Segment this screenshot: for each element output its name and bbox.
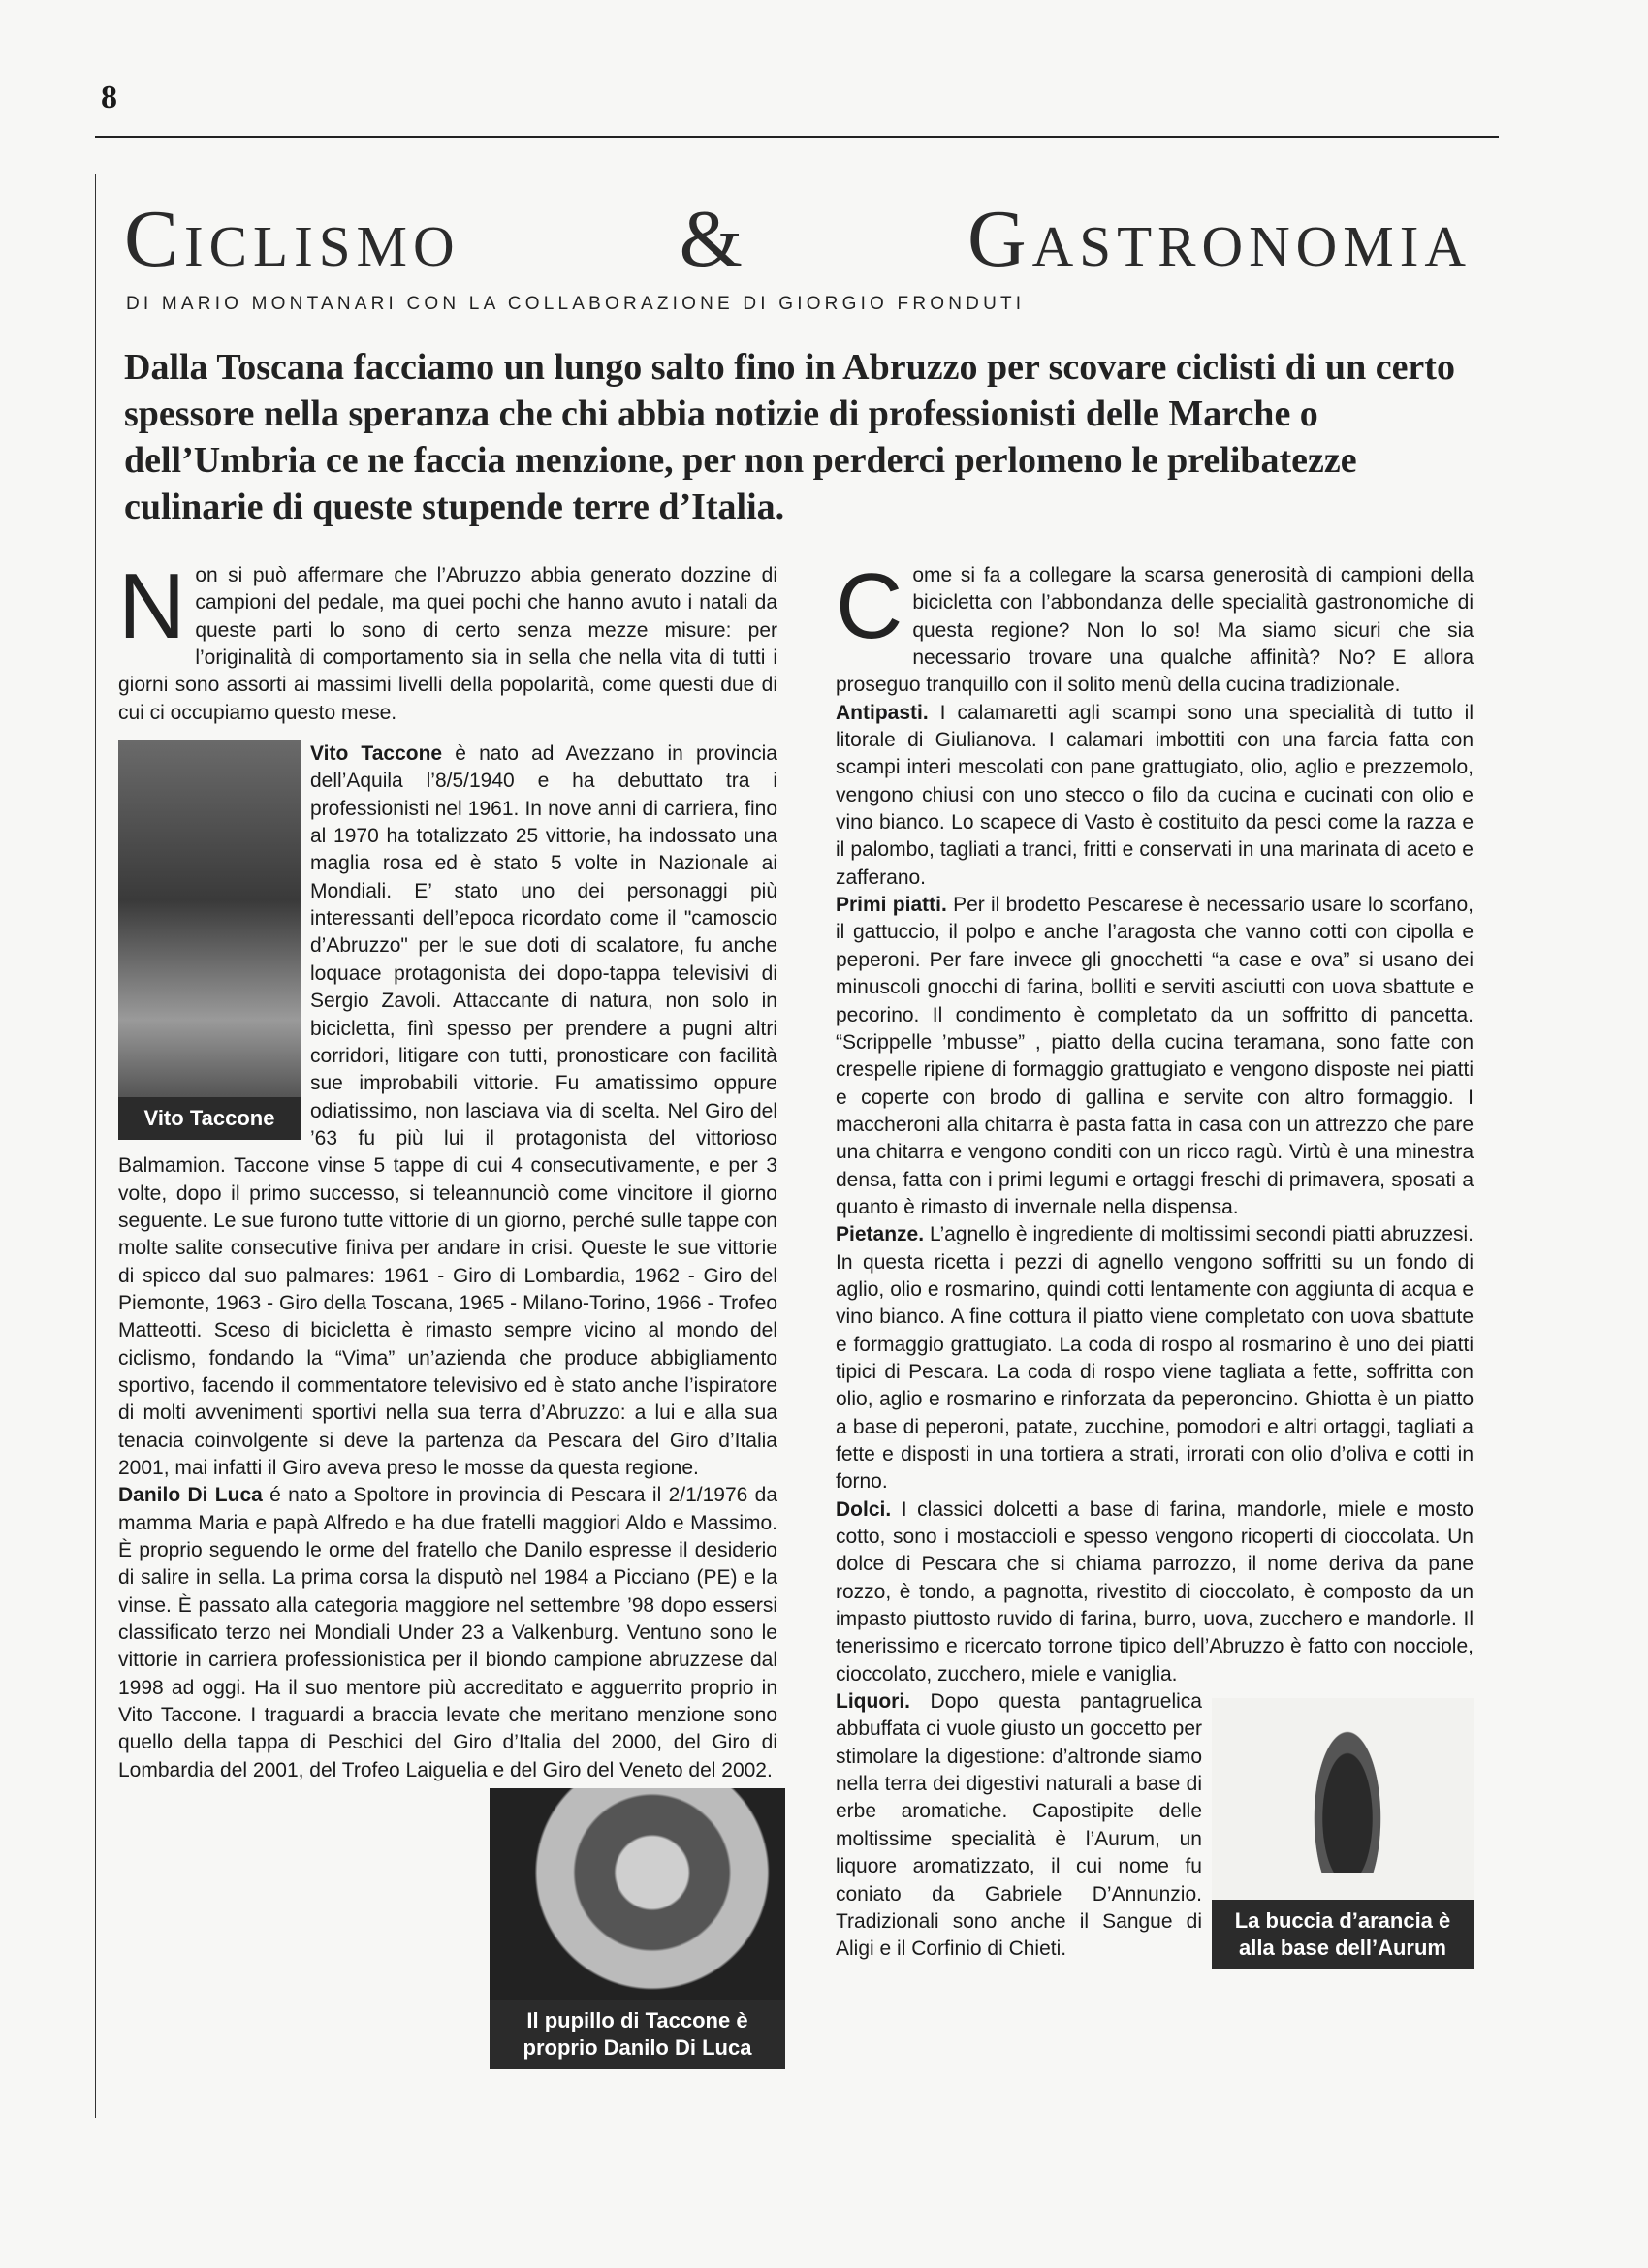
photo-aurum — [1212, 1698, 1474, 1969]
taccone-text: è nato ad Avezzano in provincia dell’Aquila l’8/5/1940 e ha debuttato tra i professionisti nel 1961. In nove anni di carriera, fino al 1970 ha totalizzato 25 vittorie, ha indossato una maglia rosa ed è stato 5 volte in Nazionale ai Mondiali. E’ stato uno dei personaggi più interessanti dell’epoca ricordato come il "camoscio d’Abruzzo" per le sue doti di scalatore, fu anche loquace protagonista dei dopo-tappa televisivi di Sergio Zavoli. Attaccante di natura, non solo in bicicletta, finì spesso per prendere a pugni altri corridori, litigare con tutti, pronosticare con facilità sue improbabili vittorie. Fu amatissimo oppure odiatissimo, non lasciava via di scelta. Nel Giro del ’63 fu più lui il protagonista del vittorioso Balmamion. Taccone vinse 5 tappe di cui 4 consecutivamente, e per 3 volte, dopo il primo successo, si teleannunciò come vincitore il giorno seguente. Le sue furono tutte vittorie di un giorno, perché sulle tappe con molte salite consecutive finiva per andare in crisi. Queste le sue vittorie di spicco dal suo palmares: 1961 - Giro di Lombardia, 1962 - Giro del Piemonte, 1963 - Giro della Toscana, 1965 - Milano-Torino, 1966 - Trofeo Matteotti. Sceso di bicicletta è rimasto sempre vicino al mondo del ciclismo, fondando la “Vima” un’azienda che produce abbigliamento sportivo, facendo il commentatore televisivo ed è stato anche l’ispiratore di molti avvenimenti sportivi nella sua terra d’Abruzzo: a lui e alla sua tenacia coinvolgente si deve la partenza da Pescara del Giro d’Italia 2001, mai infatti il Giro aveva preso le mosse da questa regione. — [118, 742, 777, 1479]
title-ampersand: & — [679, 194, 748, 284]
title-right: Gastronomia — [967, 194, 1472, 284]
dropcap: N — [118, 554, 186, 658]
diluca-text-start: é nato a Spoltore in provincia di Pescara il 2/1/1976 da mamma Maria e papà Alfredo e ha due fratelli maggiori Aldo e Massimo. È proprio seguendo le orme del fratello che Danilo espresse il desiderio di salire in sella. La prima corsa la disputò nel 1984 a Picciano (PE) e la vinse. È passato alla categoria maggiore nel settembre ’98 dopo essersi classificato terzo nei Mondiali Under 23 a Valkenburg. Ventuno sono le vittorie in carriera professionistica per il biondo campione abruzzese dal 1998 ad oggi. Ha il suo mentore più accreditato e agguerrito proprio in Vito Taccone. I traguardi a braccia levate che meritano menzione sono quello della tappa di Peschici del Giro d’Italia del 2000, del Giro di Lombardia del 2001, del Trofeo Laiguelia e del Giro del Veneto del 2002. — [118, 1484, 777, 1781]
photo-caption: La buccia d’arancia è alla base dell’Aurum — [1212, 1900, 1474, 1969]
intro-text: ome si fa a collegare la scarsa generosità di campioni della bicicletta con l’abbondanza delle specialità gastronomiche di questa regione? Non lo so! Ma siamo sicuri che sia necessario trovare una qualche affinità? No? E allora proseguo tranquillo con il solito menù della cucina tradizionale. — [836, 564, 1474, 697]
left-column — [118, 554, 777, 1784]
right-intro — [836, 554, 1474, 700]
section-heading: Primi piatti. — [836, 894, 947, 917]
section-heading: Antipasti. — [836, 701, 929, 724]
liquor-bottle-icon — [1309, 1717, 1386, 1873]
dolci-paragraph — [836, 1496, 1474, 1688]
section-text: I calamaretti agli scampi sono una specialità di tutto il litorale di Giulianova. I calamari imbottiti con una farcia fatta con scampi interi mescolati con pane grattugiato, olio, aglio e prezzemolo, vengono chiusi con uno stecco o filo da cucina e cucinati con olio e vino bianco. Lo scapece di Vasto è costituito da pesci come la razza e il palombo, tagliati a tranci, fritti e conservati in una marinata di aceto e zafferano. — [836, 701, 1474, 889]
byline: DI MARIO MONTANARI CON LA COLLABORAZIONE DI GIORGIO FRONDUTI — [126, 294, 1026, 314]
left-intro — [118, 554, 777, 727]
diluca-name: Danilo Di Luca — [118, 1484, 263, 1507]
section-heading: Pietanze. — [836, 1223, 925, 1246]
pietanze-paragraph — [836, 1221, 1474, 1496]
dropcap: C — [836, 554, 903, 658]
lead-paragraph: Dalla Toscana facciamo un lungo salto fino in Abruzzo per scovare ciclisti di un certo spessore nella speranza che chi abbia notizie di professionisti delle Marche o dell’Umbria ce ne faccia menzione, per non perderci perlomeno le prelibatezze culinarie di queste stupende terre d’Italia. — [124, 347, 1455, 527]
section-text: Per il brodetto Pescarese è necessario usare lo scorfano, il gattuccio, il polpo e anche l’aragosta che vanno cotti con cipolla e peperoni. Per fare invece gli gnocchetti “a case e ova” si usano dei minuscoli gnocchi di farina, bolliti e serviti asciutti con uova sbattute e pecorino. Il condimento è completato da un soffritto di pancetta. “Scrippelle ’mbusse” , piatto della cucina teramana, sono fatte con crespelle ripiene di formaggio grattugiato e vengono disposte nei piatti e coperte con brodo di gallina e servite con altro formaggio. I maccheroni alla chitarra è pasta fatta in casa con un attrezzo che pare una chitarra e vengono conditi con un ricco ragù. Virtù è una minestra densa, fatta con i primi legumi e ortaggi freschi di primavera, sposati a quanto è rimasto di invernale nella dispensa. — [836, 894, 1474, 1218]
photo-taccone — [118, 740, 301, 1140]
right-column — [836, 554, 1474, 1973]
section-text: L’agnello è ingrediente di moltissimi secondi piatti abruzzesi. In questa ricetta i pezzi di agnello vengono soffritti su un fondo di aglio, olio e rosmarino, quindi cotti lentamente con aggiunta di acqua e vino bianco. A fine cottura il piatto viene completato con uova sbattute e formaggio grattugiato. La coda di rospo al rosmarino è uno dei piatti tipici di Pescara. La coda di rospo viene tagliata a fette, soffritta con olio, aglio e rosmarino e rinforzata da peperoncino. Ghiotta è un piatto a base di peperoni, patate, zucchine, pomodori e altri ortaggi, tagliati a fette e disposti in una tortiera a strati, irrorati con olio d’oliva e cotti in forno. — [836, 1223, 1474, 1494]
taccone-name: Vito Taccone — [310, 742, 443, 766]
photo-caption: Vito Taccone — [118, 1097, 301, 1140]
margin-rule — [95, 174, 96, 2118]
title-left: Ciclismo — [124, 194, 460, 284]
section-text: I classici dolcetti a base di farina, mandorle, miele e mosto cotto, sono i mostaccioli e spesso vengono ricoperti di cioccolata. Un dolce di Pescara che si chiama parrozzo, il nome deriva da pane rozzo, è tondo, a pagnotta, rivestito di cioccolato, è composto da un impasto piuttosto ruvido di farina, burro, uova, zucchero e mandorle. Il tenerissimo e ricercato torrone tipico dell’Abruzzo è fatto con nocciole, cioccolato, zucchero, miele e vaniglia. — [836, 1497, 1474, 1685]
page-number: 8 — [101, 79, 117, 115]
photo-diluca — [490, 1788, 785, 2069]
diluca-paragraph — [118, 1482, 777, 1784]
primi-paragraph — [836, 892, 1474, 1221]
section-heading: Dolci. — [836, 1497, 892, 1521]
photo-caption: Il pupillo di Taccone è proprio Danilo Di Luca — [490, 2000, 785, 2069]
section-text: Dopo questa pantagruelica abbuffata ci vuole giusto un goccetto per stimolare la digestione: d’altronde siamo nella terra dei digestivi naturali a base di erbe aromatiche. Capostipite delle moltissime specialità è l’Aurum, un liquore aromatizzato, il cui nome fu coniato da Gabriele D’Annunzio. Tradizionali sono anche il Sangue di Aligi e il Corfinio di Chieti. — [836, 1690, 1202, 1961]
intro-text: on si può affermare che l’Abruzzo abbia generato dozzine di campioni del pedale, ma quei pochi che hanno avuto i natali da queste parti lo sono di certo senza mezze misure: per l’originalità di comportamento sia in sella che nella vita di tutti i giorni sono assorti ai massimi livelli della popolarità, come questi due di cui ci occupiamo questo mese. — [118, 564, 777, 724]
section-heading: Liquori. — [836, 1690, 910, 1714]
antipasti-paragraph — [836, 700, 1474, 892]
article-title — [124, 192, 1472, 286]
header-rule — [95, 136, 1499, 138]
